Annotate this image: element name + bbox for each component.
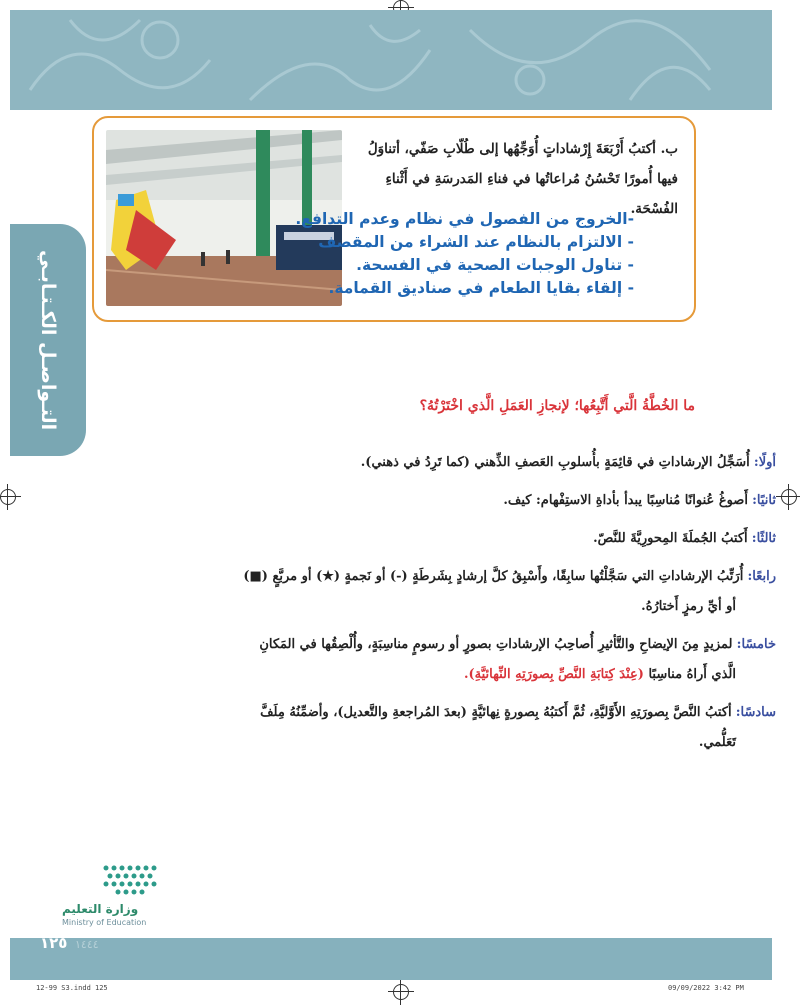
sidebar-tab [10, 224, 86, 456]
task-prompt: ب. أكتبُ أَرْبَعَةَ إِرْشاداتٍ أُوَجِّهُها إلى طُلّابِ صَفّي، أتناوَلُ فيها أُمورًا تَحْسُنُ مُراعاتُها في فناءِ المَدرسَةِ في أَثْناءِ الفُسْحَة. [367, 141, 678, 217]
step-item [56, 448, 776, 478]
footer-band [10, 938, 772, 980]
page-year: ١٤٤٤ [75, 938, 99, 951]
answer-list [295, 208, 634, 300]
task-box [92, 116, 696, 322]
step-label: ثالثًا: [751, 531, 776, 546]
crop-mark-bottom [393, 984, 409, 1000]
ministry-logo [62, 862, 162, 932]
step-label: أولًا: [753, 455, 776, 470]
step-item [56, 524, 776, 554]
step-label: رابعًا: [747, 569, 776, 584]
answer-line: - الالتزام بالنظام عند الشراء من المقصف [318, 233, 634, 251]
crop-mark-right [781, 489, 797, 505]
step-continuation [56, 660, 776, 690]
header-band [10, 10, 772, 110]
step-text: لمزيدٍ مِنَ الإيضاحِ والتَّأثيرِ أُصاحِبُ الإرشاداتِ بصورٍ أو رسومٍ مناسِبَةٍ، وأُلْصِقُها في المَكانِ [259, 637, 733, 652]
answer-line: -الخروج من الفصول في نظام وعدم التدافع. [295, 210, 634, 228]
step-continuation: تَعَلُّمي. [698, 735, 736, 750]
page-number: ١٢٥ [40, 934, 68, 952]
step-label: ثانيًا: [752, 493, 776, 508]
step-text: أُسَجِّلُ الإرشاداتِ في قائِمَةٍ بأُسلوبِ العَصفِ الذِّهني (كما تَرِدُ في ذهني). [360, 455, 750, 470]
section-question: ما الخُطَّةُ الَّتي أَتَّبِعُها؛ لإنجازِ العَمَلِ الَّذي اخْتَرْتُهُ؟ [419, 398, 695, 414]
step-text: أُرَتِّبُ الإرشاداتِ التي سَجَّلْتُها سابِقًا، وأَسْبِقُ كلَّ إرشادٍ بِشَرطَةٍ (-) أو نَجمةٍ (★) أو مربَّعٍ (■) [243, 569, 744, 584]
answer-line: - تناول الوجبات الصحية في الفسحة. [356, 256, 634, 274]
step-continuation: أو أيِّ رمزٍ أَختارُهُ. [641, 599, 736, 614]
crop-mark-left [0, 489, 16, 505]
step-item [56, 698, 776, 758]
step-item [56, 562, 776, 622]
step-note-red: (عِنْدَ كِتابَةِ النَّصِّ بِصورَتِهِ النِّهائيَّةِ). [463, 667, 644, 682]
step-label: سادسًا: [735, 705, 776, 720]
step-label: خامسًا: [736, 637, 776, 652]
print-slug-file: 12-99 S3.indd 125 [36, 984, 108, 992]
ministry-logo-arabic: وزارة التعليم [62, 902, 139, 916]
sidebar-title: التـواصـل الكـتـابـي [37, 249, 59, 431]
answer-line: - إلقاء بقايا الطعام في صناديق القمامة. [328, 279, 634, 297]
step-item [56, 486, 776, 516]
step-text: أَكتبُ الجُملَةَ المِحورِيَّةَ للنَّصّ. [593, 531, 748, 546]
step-text: أَصوغُ عُنوانًا مُناسِبًا يبدأ بأداةِ الاستِفْهام: كيف. [503, 493, 748, 508]
step-continuation-text: الَّذي أَراهُ مناسِبًا [648, 667, 736, 682]
step-text: أكتبُ النَّصَّ بِصورَتِهِ الأَوَّليَّةِ، ثُمَّ أَكتبُهُ بِصورةٍ نِهائيَّةٍ (بعدَ المُراجعةِ والتَّعديل)، وأضمِّنُهُ مِلَفَّ [260, 705, 732, 720]
ministry-logo-dots-icon [102, 862, 162, 898]
steps-list [56, 448, 776, 766]
print-slug-date: 09/09/2022 3:42 PM [668, 984, 744, 992]
ministry-logo-english: Ministry of Education [62, 918, 147, 927]
header-calligraphy-pattern [10, 10, 772, 110]
step-item [56, 630, 776, 690]
